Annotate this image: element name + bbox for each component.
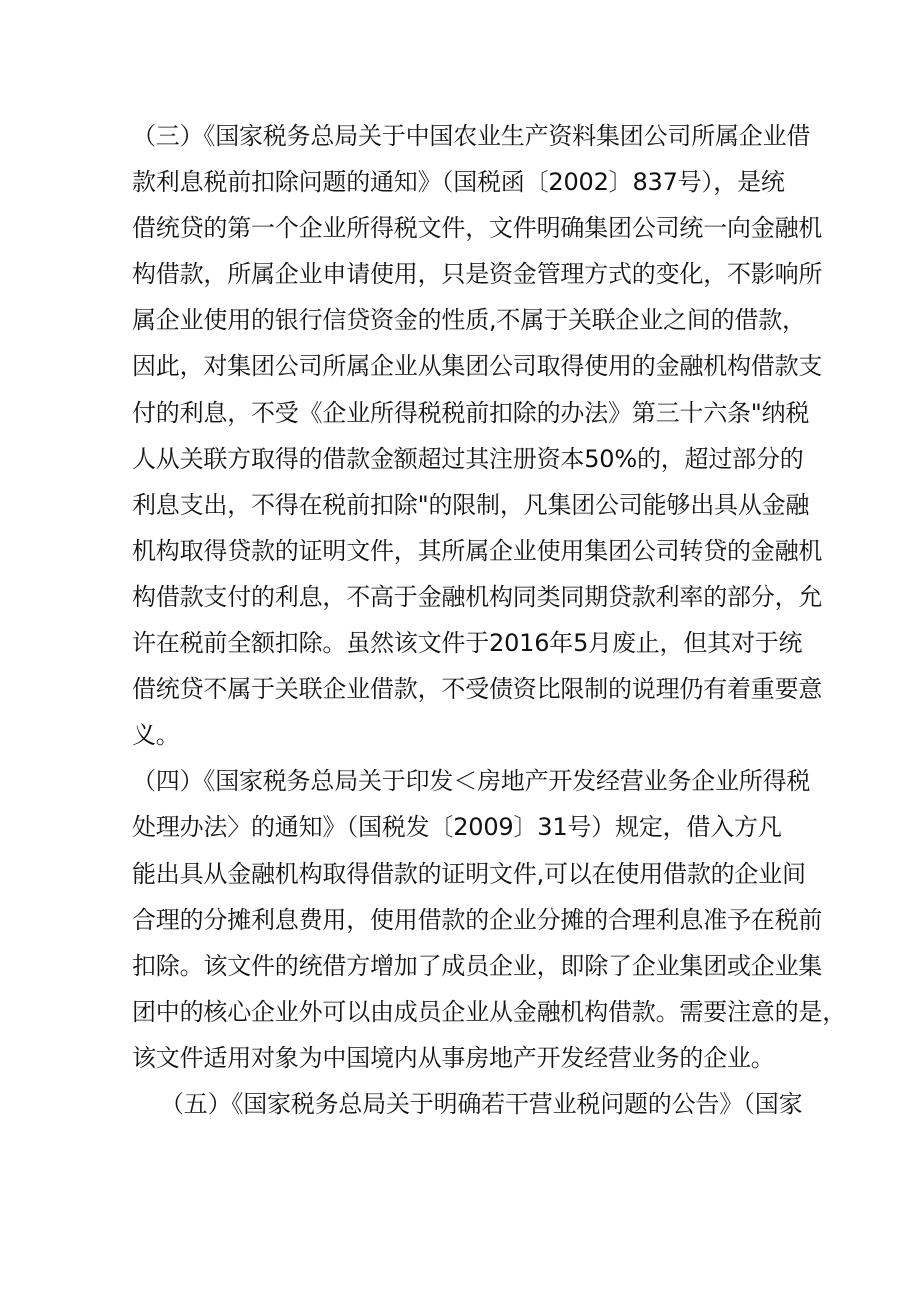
paragraph-section-4 [132, 758, 846, 1081]
paragraph-line: （四）《国家税务总局关于印发＜房地产开发经营业务企业所得税 [132, 767, 811, 796]
paragraph-section-3 [132, 113, 823, 758]
paragraph-line: 扣除。该文件的统借方增加了成员企业，即除了企业集团或企业集 [132, 951, 823, 980]
paragraph-line: 属企业使用的银行信贷资金的性质,不属于关联企业之间的借款， [132, 306, 806, 335]
paragraph-line: 构借款支付的利息，不高于金融机构同类同期贷款利率的部分，允 [132, 582, 823, 611]
paragraph-line: 义。 [132, 721, 180, 750]
paragraph-line: 款利息税前扣除问题的通知》（国税函〔2002〕837号），是统 [132, 168, 785, 197]
paragraph-section-5 [132, 1081, 812, 1127]
paragraph-line: （三）《国家税务总局关于中国农业生产资料集团公司所属企业借 [132, 122, 811, 150]
paragraph-line: 能出具从金融机构取得借款的证明文件,可以在使用借款的企业间 [132, 859, 806, 888]
paragraph-line: 团中的核心企业外可以由成员企业从金融机构借款。需要注意的是， [132, 997, 846, 1026]
paragraph-line: 人从关联方取得的借款金额超过其注册资本50%的，超过部分的 [132, 444, 804, 473]
paragraph-line: 处理办法〉的通知》（国税发〔2009〕31号）规定，借入方凡 [132, 813, 782, 842]
paragraph-line: （五）《国家税务总局关于明确若干营业税问题的公告》（国家 [160, 1089, 803, 1118]
paragraph-line: 利息支出，不得在税前扣除"的限制，凡集团公司能够出具从金融 [132, 490, 810, 519]
paragraph-line: 该文件适用对象为中国境内从事房地产开发经营业务的企业。 [132, 1043, 775, 1072]
paragraph-line: 构借款，所属企业申请使用，只是资金管理方式的变化，不影响所 [132, 260, 823, 289]
paragraph-line: 借统贷的第一个企业所得税文件，文件明确集团公司统一向金融机 [132, 214, 823, 243]
paragraph-line: 因此，对集团公司所属企业从集团公司取得使用的金融机构借款支 [132, 352, 823, 381]
paragraph-line: 许在税前全额扣除。虽然该文件于2016年5月废止，但其对于统 [132, 629, 803, 658]
paragraph-line: 机构取得贷款的证明文件，其所属企业使用集团公司转贷的金融机 [132, 536, 823, 565]
document-body [132, 113, 846, 1127]
paragraph-line: 付的利息，不受《企业所得税税前扣除的办法》第三十六条"纳税 [132, 398, 810, 427]
paragraph-line: 借统贷不属于关联企业借款，不受债资比限制的说理仍有着重要意 [132, 675, 823, 704]
paragraph-line: 合理的分摊利息费用，使用借款的企业分摊的合理利息准予在税前 [132, 905, 823, 934]
